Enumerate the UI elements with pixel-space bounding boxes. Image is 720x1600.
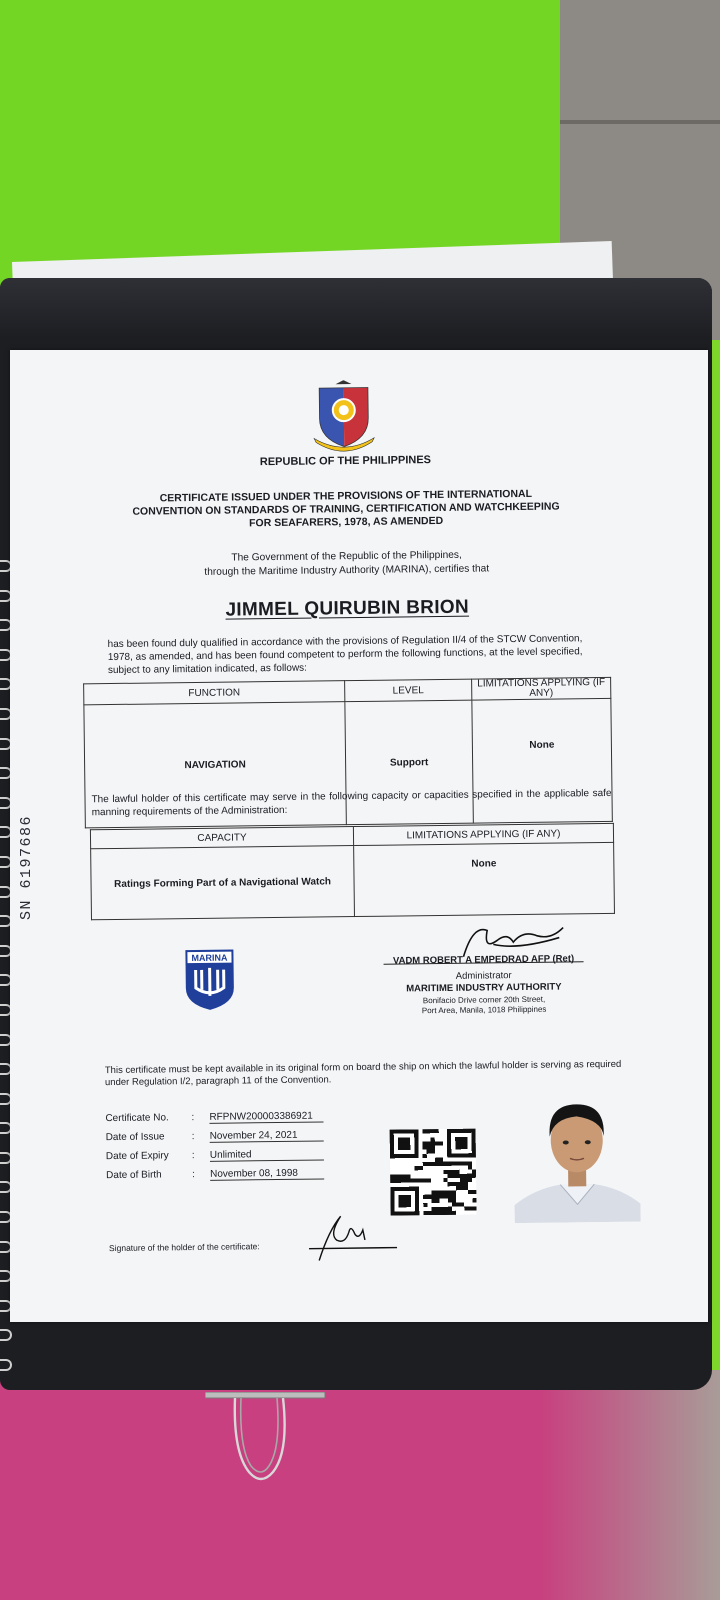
detail-colon: : [191, 1150, 195, 1162]
heading-line: FOR SEAFARERS, 1978, AS AMENDED [249, 514, 444, 530]
detail-value: Unlimited [210, 1148, 324, 1161]
certificate-paper [10, 350, 708, 1322]
marina-logo-icon [183, 948, 236, 1013]
gov-line: through the Maritime Industry Authority (MARINA), certifies that [204, 563, 490, 578]
detail-colon: : [191, 1131, 195, 1143]
republic-title: REPUBLIC OF THE PHILIPPINES [259, 454, 432, 469]
carry-notice: This certificate must be kept available in its original form on board the ship on which the lawful holder is serving as required under Regulation I/2, paragraph 11 of the Convention. [104, 1058, 622, 1089]
detail-label: Date of Issue [105, 1131, 165, 1144]
gov-line: The Government of the Republic of the Philippines, [231, 549, 462, 564]
detail-value: RFPNW200003386921 [209, 1110, 323, 1123]
heading-line: CONVENTION ON STANDARDS OF TRAINING, CERTIFICATION AND WATCHKEEPING [132, 500, 560, 518]
certificate-document [4, 346, 714, 1326]
qualification-paragraph: has been found duly qualified in accordance with the provisions of Regulation II/4 of the STCW Convention, 1978, as amended, and has been found competent to perform the following functions, at the level specified, subject to any limitation indicated, as follows: [107, 633, 583, 677]
table-cell: None [354, 842, 615, 916]
table-row [91, 842, 615, 919]
table-header: FUNCTION [84, 681, 345, 705]
table-header: LIMITATIONS APPLYING (IF ANY) [353, 823, 613, 845]
holder-signature-icon [289, 1210, 400, 1263]
binder-clip-icon [205, 1392, 335, 1492]
detail-colon: : [192, 1169, 195, 1181]
table-cell: Support [345, 700, 473, 825]
table-cell: None [472, 698, 612, 823]
address-line: Bonifacio Drive corner 20th Street, [422, 994, 546, 1006]
detail-row [106, 1167, 346, 1189]
binder-highlight [0, 278, 712, 338]
floor-tile-seam [560, 120, 720, 124]
capacity-table [90, 823, 615, 920]
table-header: CAPACITY [90, 827, 353, 849]
detail-label: Certificate No. [105, 1112, 169, 1125]
certificate-details [105, 1110, 346, 1189]
administrator-signature-block [383, 925, 613, 1016]
holder-name: JIMMEL QUIRUBIN BRION [225, 596, 470, 621]
floor-shadow [540, 1370, 720, 1600]
binder-ring [0, 1359, 12, 1371]
detail-label: Date of Expiry [105, 1150, 169, 1163]
serial-number: SN 6197686 [18, 814, 35, 920]
lawful-holder-paragraph: The lawful holder of this certificate may serve in the following capacity or capacities specified in the applicable safe manning requirements of the Administration: [91, 787, 612, 819]
qr-code-icon [390, 1129, 477, 1216]
table-cell: Ratings Forming Part of a Navigational Watch [91, 846, 355, 920]
certificate-heading [96, 487, 596, 532]
government-statement [147, 548, 547, 581]
address-line: Port Area, Manila, 1018 Philippines [421, 1004, 547, 1016]
table-header: LIMITATIONS APPLYING (IF ANY) [472, 677, 611, 700]
signatory-org: MARITIME INDUSTRY AUTHORITY [406, 981, 562, 995]
signatory-title: Administrator [455, 970, 512, 982]
marina-logo-text: MARINA [191, 952, 228, 964]
table-cell: NAVIGATION [84, 702, 346, 828]
holder-signature-label: Signature of the holder of the certificate: [108, 1241, 260, 1254]
holder-signature-row [109, 1239, 429, 1253]
holder-photo [513, 1092, 641, 1224]
detail-value: November 08, 1998 [210, 1167, 324, 1180]
detail-label: Date of Birth [106, 1169, 162, 1182]
detail-value: November 24, 2021 [210, 1129, 324, 1142]
signatory-name: VADM ROBERT A EMPEDRAD AFP (Ret) [392, 953, 575, 967]
signatory-address [384, 994, 584, 1016]
table-header: LEVEL [345, 679, 472, 702]
detail-colon: : [191, 1112, 195, 1124]
philippine-seal-icon [307, 380, 380, 453]
heading-line: CERTIFICATE ISSUED UNDER THE PROVISIONS OF THE INTERNATIONAL [159, 487, 533, 505]
